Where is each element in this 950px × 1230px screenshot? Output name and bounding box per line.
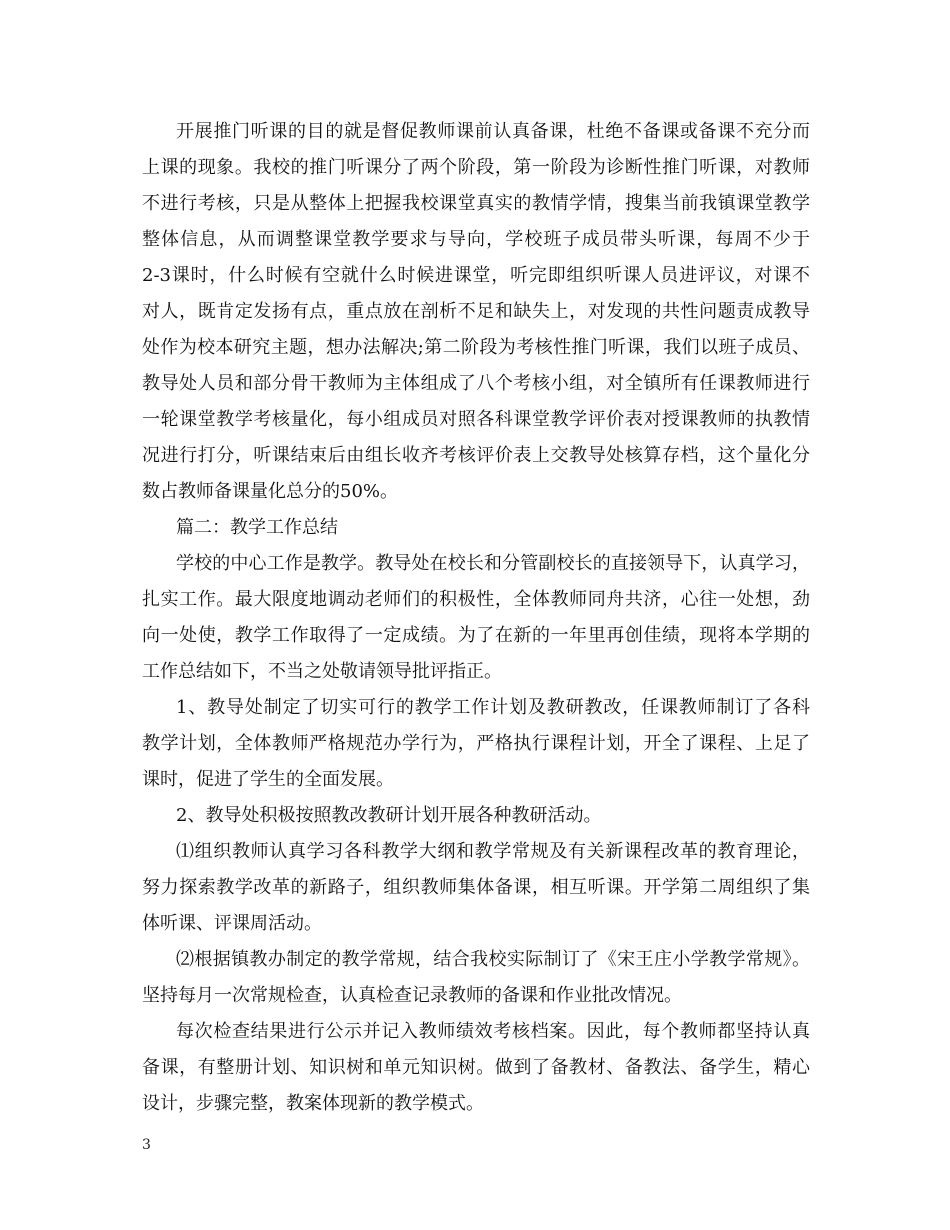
text-line: 设计，步骤完整，教案体现新的教学模式。: [142, 1093, 484, 1114]
text-line: 教学计划，全体教师严格规范办学行为，严格执行课程计划，开全了课程、上足了: [142, 733, 810, 754]
text-line: ⑵根据镇教办制定的教学常规，结合我校实际制订了《宋王庄小学教学常规》。: [176, 949, 810, 970]
text-line: 对人，既肯定发扬有点，重点放在剖析不足和缺失上，对发现的共性问题责成教导: [142, 301, 810, 322]
text-line: 不进行考核，只是从整体上把握我校课堂真实的教情学情，搜集当前我镇课堂教学: [142, 193, 810, 214]
section-heading: 篇二：教学工作总结: [176, 517, 338, 538]
text-line: 课时，促进了学生的全面发展。: [142, 769, 394, 790]
text-line: 向一处使，教学工作取得了一定成绩。为了在新的一年里再创佳绩，现将本学期的: [142, 625, 810, 646]
text-line: 体听课、评课周活动。: [142, 913, 322, 934]
text-line: 教导处人员和部分骨干教师为主体组成了八个考核小组，对全镇所有任课教师进行: [142, 373, 810, 394]
text-line: 备课，有整册计划、知识树和单元知识树。做到了备教材、备教法、备学生，精心: [142, 1057, 810, 1078]
text-line: ⑴组织教师认真学习各科教学大纲和教学常规及有关新课程改革的教育理论，: [176, 841, 810, 862]
text-line: 开展推门听课的目的就是督促教师课前认真备课，杜绝不备课或备课不充分而: [176, 121, 810, 142]
text-line: 1、教导处制定了切实可行的教学工作计划及教研教改，任课教师制订了各科: [176, 697, 810, 718]
text-line: 2、教导处积极按照教改教研计划开展各种教研活动。: [176, 805, 602, 826]
text-line: 坚持每月一次常规检查，认真检查记录教师的备课和作业批改情况。: [142, 985, 682, 1006]
text-line: 扎实工作。最大限度地调动老师们的积极性，全体教师同舟共济，心往一处想，劲: [142, 589, 810, 610]
text-line: 每次检查结果进行公示并记入教师绩效考核档案。因此，每个教师都坚持认真: [176, 1021, 810, 1042]
text-line: 努力探索教学改革的新路子，组织教师集体备课，相互听课。开学第二周组织了集: [142, 877, 810, 898]
text-line: 整体信息，从而调整课堂教学要求与导向，学校班子成员带头听课，每周不少于: [142, 229, 810, 250]
text-line: 2-3课时，什么时候有空就什么时候进课堂，听完即组织听课人员进评议，对课不: [142, 265, 810, 286]
text-line: 数占教师备课量化总分的50%。: [142, 481, 399, 502]
text-line: 处作为校本研究主题，想办法解决;第二阶段为考核性推门听课，我们以班子成员、: [142, 337, 810, 358]
page-number: 3: [142, 1137, 151, 1153]
text-line: 况进行打分，听课结束后由组长收齐考核评价表上交教导处核算存档，这个量化分: [142, 445, 810, 466]
text-line: 上课的现象。我校的推门听课分了两个阶段，第一阶段为诊断性推门听课，对教师: [142, 157, 810, 178]
text-line: 学校的中心工作是教学。教导处在校长和分管副校长的直接领导下，认真学习，: [176, 553, 810, 574]
text-line: 工作总结如下，不当之处敬请领导批评指正。: [142, 661, 502, 682]
text-line: 一轮课堂教学考核量化，每小组成员对照各科课堂教学评价表对授课教师的执教情: [142, 409, 810, 430]
document-body: [142, 114, 810, 1122]
